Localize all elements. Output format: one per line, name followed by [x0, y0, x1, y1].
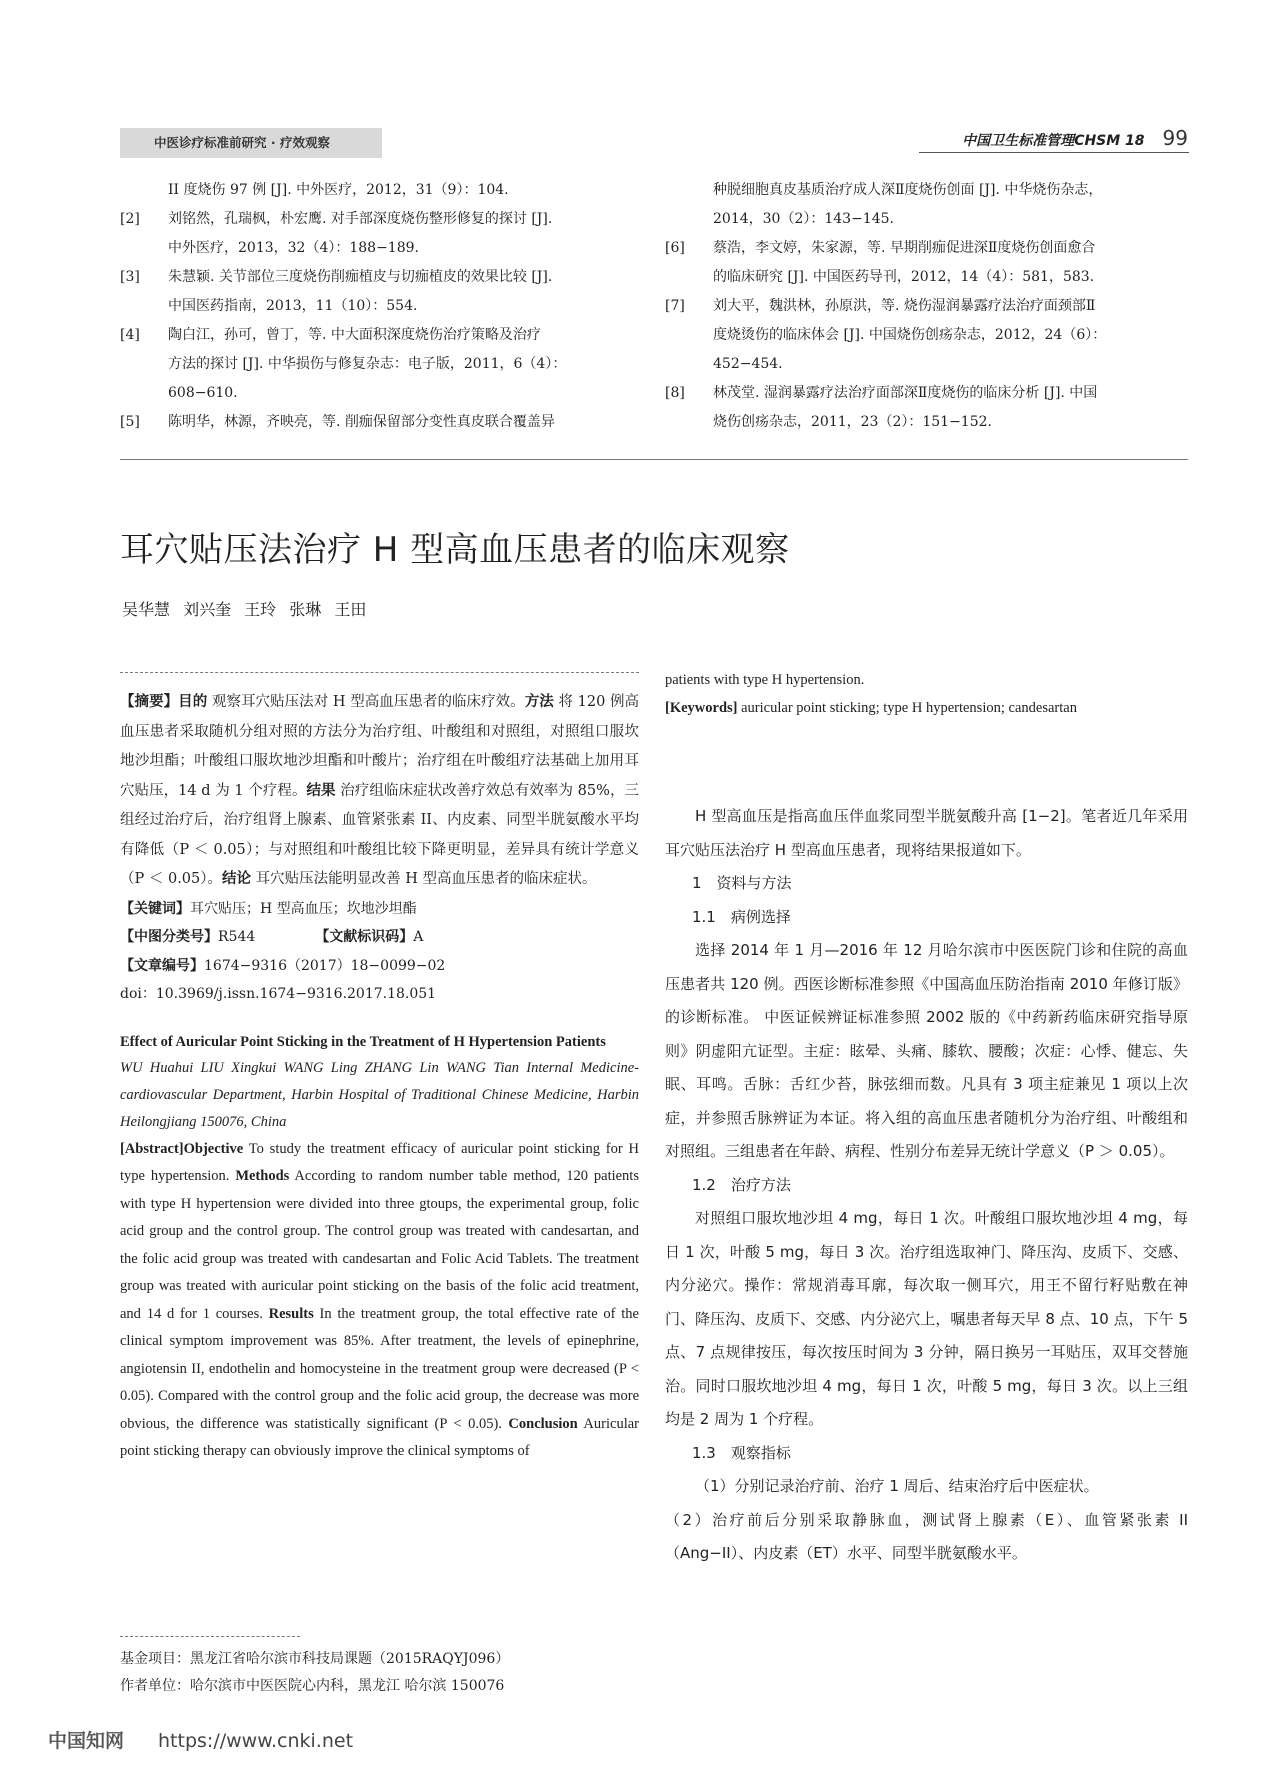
reference-text: 林茂堂. 湿润暴露疗法治疗面部深Ⅱ度烧伤的临床分析 [J]. 中国 烧伤创疡杂志，2011，23（2）：151−152.	[713, 385, 1098, 430]
journal-name: 中国卫生标准管理CHSM 18	[962, 133, 1145, 149]
footnote-divider	[120, 1636, 300, 1637]
results-text: 治疗组临床症状改善疗效总有效率为 85%，三组经过治疗后，治疗组肾上腺素、血管紧张素 II、内皮素、同型半胱氨酸水平均有降低（P ＜ 0.05）；与对照组和叶酸组比较下降更明显，差异具有统计学意义（P ＜ 0.05）。	[120, 782, 639, 887]
cnki-watermark	[48, 1726, 353, 1753]
reference-item	[665, 379, 1188, 437]
paragraph: （2）治疗前后分别采取静脉血，测试肾上腺素（E）、血管紧张素 II（Ang−II）、内皮素（ET）水平、同型半胱氨酸水平。	[665, 1510, 1188, 1562]
english-title: Effect of Auricular Point Sticking in the Treatment of H Hypertension Patients	[120, 1033, 606, 1050]
intro-paragraph: H 型高血压是指高血压伴血浆同型半胱氨酸升高 [1−2]。笔者近几年采用耳穴贴压法治疗 H 型高血压患者，现将结果报道如下。	[665, 807, 1188, 859]
abstract-label: 【摘要】	[120, 694, 179, 710]
classification-line: 【中图分类号】R544 【文献标识码】A	[120, 929, 424, 945]
reference-number: [3]	[120, 269, 140, 285]
section-header: 中医诊疗标准前研究 · 疗效观察	[120, 128, 382, 158]
references-right	[665, 176, 1188, 437]
reference-number: [8]	[665, 385, 685, 401]
conclusion-continued: patients with type H hypertension.	[665, 672, 865, 688]
reference-text: 刘大平，魏洪林，孙原洪，等. 烧伤湿润暴露疗法治疗面颈部Ⅱ 度烧烫伤的临床体会 [J]. 中国烧伤创疡杂志，2012，24（6）： 452−454.	[713, 298, 1107, 372]
reference-number: [6]	[665, 240, 685, 256]
abstract-cn	[120, 688, 639, 895]
objective-label: 目的	[178, 694, 208, 710]
body-text	[665, 800, 1188, 1571]
reference-text: 刘铭然，孔瑞枫，朴宏鹰. 对手部深度烧伤整形修复的探讨 [J]. 中外医疗，2013，32（4）：188−189.	[168, 211, 553, 256]
article-meta	[120, 895, 639, 1009]
english-authors: WU Huahui LIU Xingkui WANG Ling ZHANG Lin WANG Tian Internal Medicine-cardiovascular Department, Harbin Hospital of Traditional Chinese Medicine, Harbin Heilongjiang 150076, China	[120, 1059, 639, 1130]
article-authors: 吴华慧 刘兴奎 王玲 张琳 王田	[122, 600, 367, 619]
reference-text: 种脱细胞真皮基质治疗成人深Ⅱ度烧伤创面 [J]. 中华烧伤杂志， 2014，30（2）：143−145.	[713, 182, 1103, 227]
reference-text: 陶白江，孙可，曾丁，等. 中大面积深度烧伤治疗策略及治疗 方法的探讨 [J]. 中华损伤与修复杂志：电子版，2011，6（4）： 608−610.	[168, 327, 567, 401]
english-abstract: [Abstract]Objective To study the treatment efficacy of auricular point sticking for H type hypertension. Methods According to random number table method, 120 patients with type H hypertension were divided into three gtoups, the experimental group, folic acid group and the control group. The control group was treated with candesartan, and the folic acid group was treated with candesartan and Folic Acid Tablets. The treatment group was treated with auricular point sticking on the basis of the folic acid treatment, and 14 d for 1 courses. Results In the treatment group, the total effective rate of the clinical symptom improvement was 85%. After treatment, the levels of epinephrine, angiotensin II, endothelin and homocysteine in the treatment group were decreased (P < 0.05). Compared with the control group and the folic acid group, the decrease was more obvious, the difference was statistically significant (P < 0.05). Conclusion Auricular point sticking therapy can obviously improve the clinical symptoms of	[120, 1140, 639, 1459]
reference-item	[120, 408, 639, 437]
reference-number: [7]	[665, 298, 685, 314]
reference-item	[665, 234, 1188, 292]
keywords-line: 【关键词】耳穴贴压；H 型高血压；坎地沙坦酯	[120, 900, 417, 917]
paragraph: （1）分别记录治疗前、治疗 1 周后、结束治疗后中医症状。	[695, 1477, 1099, 1495]
section-divider	[120, 459, 1188, 460]
journal-header	[962, 126, 1188, 150]
left-column	[120, 688, 639, 1466]
article-number-line: 【文章编号】1674−9316（2017）18−0099−02	[120, 957, 446, 974]
reference-item	[120, 321, 639, 408]
reference-number	[120, 176, 168, 205]
subsection-heading: 1.3 观察指标	[692, 1443, 791, 1462]
objective-text: 观察耳穴贴压法对 H 型高血压患者的临床疗效。	[211, 694, 525, 710]
reference-number: [2]	[120, 211, 140, 227]
section-heading: 1 资料与方法	[692, 874, 792, 892]
cnki-logo: 中国知网	[48, 1730, 125, 1752]
funding-line: 基金项目：黑龙江省哈尔滨市科技局课题（2015RAQYJ096）	[120, 1651, 510, 1667]
reference-item	[120, 176, 639, 205]
references-left	[120, 176, 639, 437]
reference-number: [5]	[120, 414, 140, 430]
page-number: 99	[1162, 126, 1188, 150]
reference-item	[665, 176, 1188, 234]
subsection-heading: 1.1 病例选择	[692, 907, 791, 926]
reference-text: II 度烧伤 97 例 [J]. 中外医疗，2012，31（9）：104.	[168, 182, 509, 198]
reference-number	[665, 176, 713, 234]
affiliation-line: 作者单位：哈尔滨市中医医院心内科，黑龙江 哈尔滨 150076	[120, 1678, 505, 1694]
english-keywords: [Keywords] auricular point sticking; type H hypertension; candesartan	[665, 700, 1077, 716]
reference-item	[120, 263, 639, 321]
reference-item	[665, 292, 1188, 379]
reference-text: 朱慧颖. 关节部位三度烧伤削痂植皮与切痂植皮的效果比较 [J]. 中国医药指南，2013，11（10）：554.	[168, 269, 553, 314]
paragraph: 选择 2014 年 1 月—2016 年 12 月哈尔滨市中医医院门诊和住院的高血压患者共 120 例。西医诊断标准参照《中国高血压防治指南 2010 年修订版》的诊断标准。 中医证候辨证标准参照 2002 版的《中药新药临床研究指导原则》阴虚阳亢证型。主症：眩晕、头痛、膝软、腰酸；次症：心悸、健忘、失眠、耳鸣。舌脉：舌红少苔，脉弦细而数。凡具有 3 项主症兼见 1 项以上次症，并参照舌脉辨证为本证。将入组的高血压患者随机分为治疗组、叶酸组和对照组。三组患者在年龄、病程、性别分布差异无统计学意义（P ＞ 0.05）。	[665, 941, 1188, 1160]
reference-text: 陈明华，林源，齐映亮，等. 削痂保留部分变性真皮联合覆盖异	[168, 414, 555, 430]
reference-text: 蔡浩，李文婷，朱家源，等. 早期削痂促进深Ⅱ度烧伤创面愈合 的临床研究 [J]. 中国医药导刊，2012，14（4）：581，583.	[713, 240, 1096, 285]
results-label: 结果	[306, 782, 336, 799]
paragraph: 对照组口服坎地沙坦 4 mg，每日 1 次。叶酸组口服坎地沙坦 4 mg，每日 1 次，叶酸 5 mg，每日 3 次。治疗组选取神门、降压沟、皮质下、交感、内分泌穴。操作：常规消毒耳廓，每次取一侧耳穴，用王不留行籽贴敷在神门、降压沟、皮质下、交感、内分泌穴上，嘱患者每天早 8 点、10 点，下午 5 点、7 点规律按压，每次按压时间为 3 分钟，隔日换另一耳贴压，双耳交替施治。同时口服坎地沙坦 4 mg，每日 1 次，叶酸 5 mg，每日 3 次。以上三组均是 2 周为 1 个疗程。	[665, 1209, 1188, 1428]
header-rule	[919, 152, 1189, 153]
subsection-heading: 1.2 治疗方法	[692, 1175, 791, 1194]
conclusion-text: 耳穴贴压法能明显改善 H 型高血压患者的临床症状。	[255, 871, 597, 887]
doi-line: doi：10.3969/j.issn.1674−9316.2017.18.051	[120, 986, 437, 1002]
article-title: 耳穴贴压法治疗 H 型高血压患者的临床观察	[120, 530, 790, 570]
cnki-url[interactable]: https://www.cnki.net	[158, 1730, 354, 1752]
methods-label: 方法	[524, 694, 554, 710]
footnote	[120, 1646, 509, 1700]
reference-item	[120, 205, 639, 263]
methods-text: 将 120 例高血压患者采取随机分组对照的方法分为治疗组、叶酸组和对照组，对照组口服坎地沙坦酯；叶酸组口服坎地沙坦酯和叶酸片；治疗组在叶酸组疗法基础上加用耳穴贴压，14 d 为 1 个疗程。	[120, 694, 640, 799]
abstract-divider	[120, 672, 639, 673]
conclusion-label: 结论	[222, 871, 252, 887]
reference-number: [4]	[120, 327, 140, 343]
english-abstract-continued	[665, 666, 1188, 722]
